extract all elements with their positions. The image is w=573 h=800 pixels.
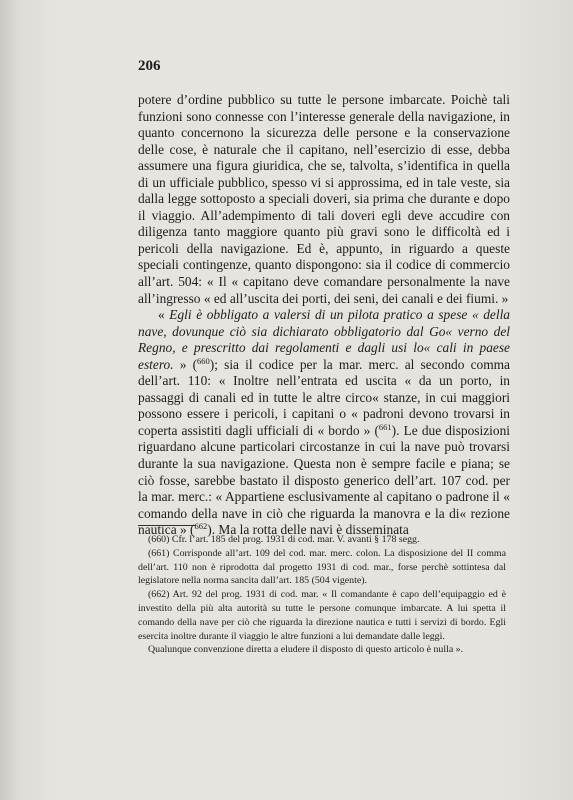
footnote-660: (660) Cfr. l’art. 185 del prog. 1931 di cod. mar. V. avanti § 178 segg. — [148, 534, 420, 545]
body-text — [138, 92, 510, 539]
footnote-separator — [138, 525, 196, 526]
text-run: ); sia il codice per la mar. merc. al secondo comma dell’art. 110: « Inoltre nell’entrata ed uscita « da un porto, in passaggi di canali ed in tutte le altre circo« stanze, in cui maggiori possono essere i pericoli, i capitani o « padroni devono trovarsi in coperta assistiti dagli ufficiali di « bordo » ( — [138, 356, 510, 438]
footnote-662: (662) Art. 92 del prog. 1931 di cod. mar. « Il comandante è capo dell’equipaggio ed è investito della più alta autorità su tutte le persone comunque imbarcate. A lui spetta il comando della nave per ciò che riguarda la direzione nautica e tutti i servizi di bordo. Egli esercita inoltre durante il viaggio le altre funzioni a lui demandate dalle leggi. — [138, 589, 506, 642]
footnote-ref-660[interactable]: 660 — [197, 355, 210, 366]
footnote-ref-662[interactable]: 662 — [194, 521, 208, 532]
paragraph-1 — [138, 92, 510, 307]
italic-quote: Egli è obbligato a valersi di un pilota pratico a spese « della nave, dovunque ciò sia dichiarato obbligatorio dal Go« verno del Regno, e prescritto dai regolamenti e dagli usi lo« cali in paese estero. — [138, 307, 511, 372]
text-run: ). Le due disposizioni riguardano alcune particolari circostanze in cui la nave può trovarsi durante la sua navigazione. Questa non è sempre facile e piana; se ciò fosse, sarebbe bastato il disposto generico dell’art. 107 cod. per la mar. merc.: « Appartiene esclusivamente al capitano o padrone il « comando della nave in ciò che riguarda la manovra e la di« rezione nautica » ( — [138, 422, 511, 538]
footnotes — [138, 533, 506, 657]
footnote-661: (661) Corrisponde all’art. 109 del cod. mar. merc. colon. La disposizione del II comma dell’art. 110 non è riprodotta dal progetto 1931 di cod. mar., forse perchè sottintesa dal legislatore nella norma sancita dall’art. 185 (504 vigente). — [138, 547, 506, 587]
text-run: » ( — [173, 356, 198, 372]
footnote-ref-661[interactable]: 661 — [378, 421, 392, 432]
footnote-662-continuation: Qualunque convenzione diretta a eludere il disposto di questo articolo è nulla ». — [148, 644, 464, 656]
paragraph-1-text: potere d’ordine pubblico su tutte le persone imbarcate. Poichè tali funzioni sono connesse con l’interesse generale della navigazione, in quanto concernono la sicurezza delle persone e la conservazione delle cose, è naturale che il capitano, nell’esercizio di esse, debba assumere una figura giuridica, che se, talvolta, s’identifica in quella di un ufficiale pubblico, spesso vi si approssima, ed in tale veste, sia dalla legge sottoposto a speciali doveri, sia prima che durante e dopo il viaggio. All’adempimento di tali doveri egli deve accudire con diligenza tanto maggiore quanto più gravi sono le difficoltà ed i pericoli della navigazione. Ed è, appunto, in riguardo a queste speciali contingenze, quanto dispongono: sia il codice di commercio all’art. 504: « Il « capitano deve comandare personalmente la nave all’ingresso « ed all’uscita dei porti, dei seni, dei canali e dei fiumi. » — [138, 92, 510, 306]
paragraph-2 — [138, 307, 510, 539]
page-number: 206 — [138, 58, 161, 74]
quote-open: « — [158, 307, 170, 323]
text-run: ). Ma la rotta delle navi è disseminata — [207, 522, 409, 538]
